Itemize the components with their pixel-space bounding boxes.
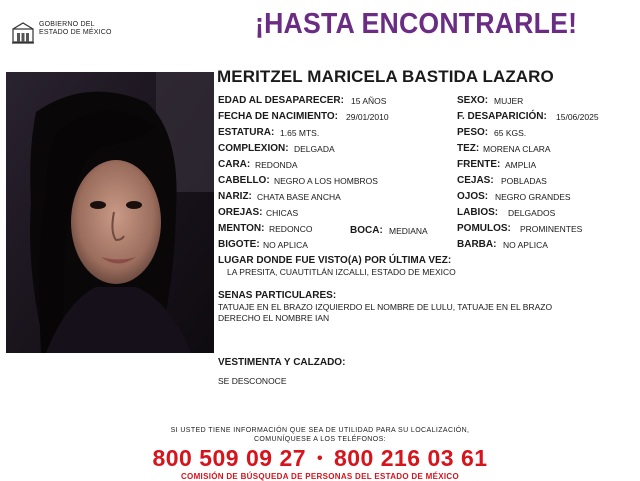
face-label: CARA: [218, 159, 251, 170]
lips-label: LABIOS: [457, 207, 499, 218]
birthdate-label: FECHA DE NACIMIENTO: [218, 111, 338, 122]
birthdate-value: 29/01/2010 [346, 112, 389, 122]
chin-label: MENTON: [218, 223, 265, 234]
forehead-value: AMPLIA [505, 160, 537, 170]
forehead-label: FRENTE: [457, 159, 501, 170]
eyebrows-value: POBLADAS [501, 176, 547, 186]
disappearance-date-label: F. DESAPARICIÓN: [457, 111, 547, 122]
complexion-tone-value: MORENA CLARA [483, 144, 551, 154]
state-emblem-icon [10, 20, 36, 46]
last-seen-label: LUGAR DONDE FUE VISTO(A) POR ÚLTIMA VEZ: [218, 255, 452, 266]
commission-name: COMISIÓN DE BÚSQUEDA DE PERSONAS DEL ESTADO DE MÉXICO [180, 472, 459, 481]
disappearance-date-value: 15/06/2025 [556, 112, 599, 122]
last-seen-value: LA PRESITA, CUAUTITLÁN IZCALLI, ESTADO DE MEXICO [227, 267, 456, 277]
phone-numbers [0, 445, 640, 472]
mouth-label: BOCA: [350, 225, 383, 236]
ears-value: CHICAS [266, 208, 299, 218]
age-label: EDAD AL DESAPARECER: [218, 95, 344, 106]
sex-label: SEXO: [457, 95, 489, 106]
cheekbones-value: PROMINENTES [520, 224, 583, 234]
height-value: 1.65 MTS. [280, 128, 320, 138]
eyes-value: NEGRO GRANDES [495, 192, 571, 202]
weight-value: 65 KGS. [494, 128, 527, 138]
complexion-tone-label: TEZ: [457, 143, 480, 154]
page-title: ¡HASTA ENCONTRARLE! [255, 8, 578, 40]
beard-value: NO APLICA [503, 240, 548, 250]
hair-value: NEGRO A LOS HOMBROS [274, 176, 378, 186]
distinguishing-marks-value: TATUAJE EN EL BRAZO IZQUIERDO EL NOMBRE DE LULU, TATUAJE EN EL BRAZO DERECHO EL NOMBRE IAN [218, 302, 553, 323]
age-value: 15 AÑOS [351, 96, 387, 106]
face-value: REDONDA [255, 160, 298, 170]
lips-value: DELGADOS [508, 208, 556, 218]
phone-number-1[interactable]: 800 509 09 27 [152, 445, 307, 471]
missing-person-photo [6, 72, 214, 353]
mustache-value: NO APLICA [263, 240, 308, 250]
logo-text: GOBIERNO DEL ESTADO DE MÉXICO [39, 21, 112, 36]
mouth-value: MEDIANA [389, 226, 428, 236]
phone-number-2[interactable]: 800 216 03 61 [333, 445, 488, 471]
build-value: DELGADA [294, 144, 335, 154]
info-line-1: SI USTED TIENE INFORMACIÓN QUE SEA DE UTILIDAD PARA SU LOCALIZACIÓN, [170, 427, 470, 434]
phone-separator: • [316, 450, 324, 467]
build-label: COMPLEXION: [218, 143, 289, 154]
height-label: ESTATURA: [218, 127, 275, 138]
person-name: MERITZEL MARICELA BASTIDA LAZARO [217, 67, 554, 86]
eyes-label: OJOS: [457, 191, 489, 202]
hair-label: CABELLO: [218, 175, 270, 186]
beard-label: BARBA: [457, 239, 497, 250]
weight-label: PESO: [457, 127, 489, 138]
clothing-value: SE DESCONOCE [218, 376, 287, 386]
state-government-logo [10, 20, 120, 46]
clothing-label: VESTIMENTA Y CALZADO: [218, 357, 346, 368]
chin-value: REDONCO [269, 224, 313, 234]
ears-label: OREJAS: [218, 207, 263, 218]
distinguishing-marks-label: SENAS PARTICULARES: [218, 290, 337, 301]
sex-value: MUJER [494, 96, 524, 106]
nose-label: NARIZ: [218, 191, 252, 202]
eyebrows-label: CEJAS: [457, 175, 494, 186]
portrait-image [6, 72, 214, 353]
mustache-label: BIGOTE: [218, 239, 260, 250]
info-line-2: COMUNÍQUESE A LOS TELÉFONOS: [253, 436, 387, 443]
cheekbones-label: POMULOS: [457, 223, 511, 234]
nose-value: CHATA BASE ANCHA [257, 192, 341, 202]
